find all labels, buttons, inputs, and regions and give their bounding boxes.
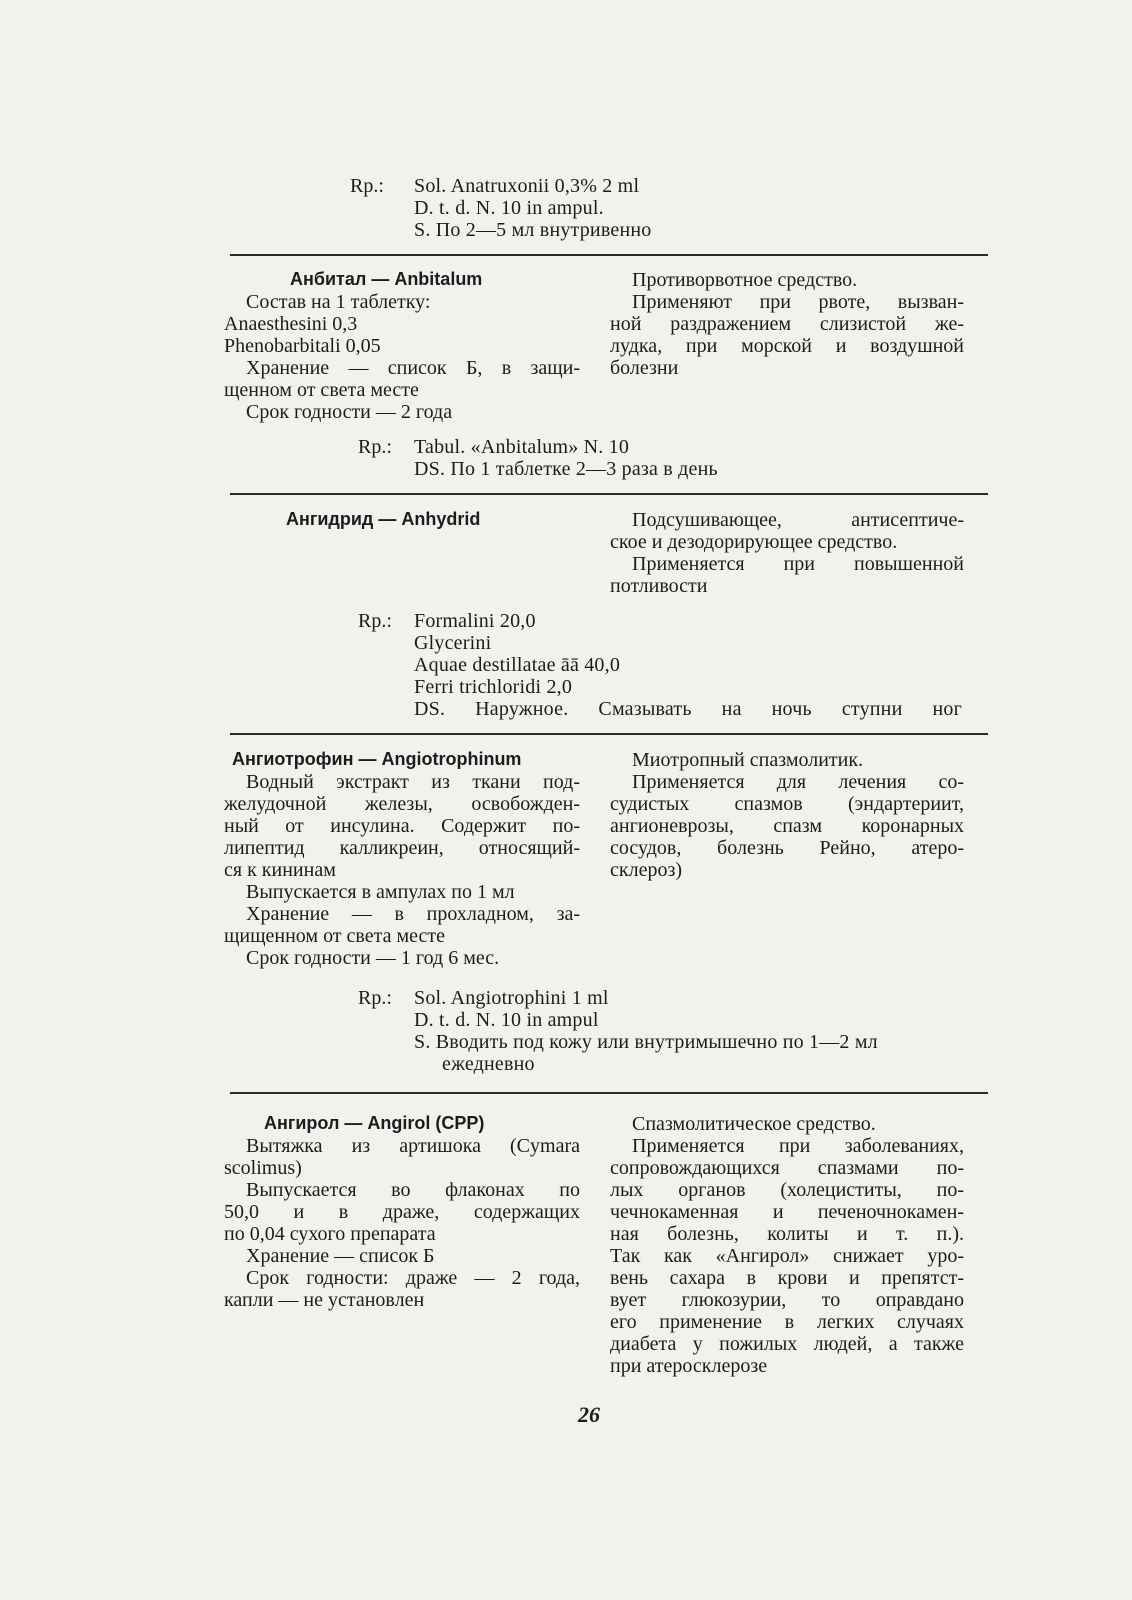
text-line: щенном от света месте — [224, 379, 419, 401]
text-line: Срок годности — 1 год 6 мес. — [246, 947, 500, 969]
text-line: лых органов (холециститы, по- — [610, 1179, 964, 1201]
page-number: 26 — [578, 1402, 600, 1427]
text-line: Срок годности — 2 года — [246, 401, 453, 423]
divider — [230, 733, 988, 735]
text-line: лудка, при морской и воздушной — [610, 335, 964, 357]
rp-line: Sol. Anatruxonii 0,3% 2 ml — [414, 175, 640, 197]
text-line: по 0,04 сухого препарата — [224, 1223, 436, 1245]
text-line: при атеросклерозе — [610, 1355, 768, 1377]
text-line: ной раздражением слизистой же- — [610, 313, 964, 335]
text-line: Применяется для лечения со- — [632, 771, 964, 793]
text-line: диабета у пожилых людей, а также — [610, 1333, 964, 1355]
text-line: ся к кининам — [224, 859, 336, 881]
text-line: чечнокаменная и печеночнокамен- — [610, 1201, 964, 1223]
text-line: scolimus) — [224, 1157, 302, 1179]
entry-right-column — [610, 509, 964, 597]
text-line: Хранение — список Б, в защи- — [246, 357, 580, 379]
rp-line: DS. По 1 таблетке 2—3 раза в день — [414, 458, 718, 480]
entry-title: Ангирол — Angirol (CPP) — [264, 1113, 485, 1133]
text-line: болезни — [610, 357, 679, 379]
text-line: Применяется при повышенной — [632, 553, 964, 575]
text-line: желудочной железы, освобожден- — [224, 793, 580, 815]
text-line: Подсушивающее, антисептиче- — [632, 509, 964, 531]
entry-title: Анбитал — Anbitalum — [290, 269, 483, 289]
entry-right-column — [610, 269, 964, 379]
text-line: потливости — [610, 575, 708, 597]
divider — [230, 1092, 988, 1094]
entry-left-column — [224, 1135, 580, 1311]
rp-line: S. Вводить под кожу или внутримышечно по 1—2 мл — [414, 1031, 878, 1053]
entry-title: Ангидрид — Anhydrid — [286, 509, 481, 529]
text-line: Хранение — в прохладном, за- — [246, 903, 580, 925]
text-line: щищенном от света месте — [224, 925, 446, 947]
rp-line: Sol. Angiotrophini 1 ml — [414, 987, 609, 1009]
text-line: ское и дезодорирующее средство. — [610, 531, 898, 553]
entry-title: Ангиотрофин — Angiotrophinum — [232, 749, 522, 769]
rp-line: Formalini 20,0 — [414, 610, 536, 632]
text-line: липептид калликреин, относящий- — [224, 837, 580, 859]
rp-line: S. По 2—5 мл внутривенно — [414, 219, 652, 241]
text-line: вует глюкозурии, то оправдано — [610, 1289, 964, 1311]
entry-left-column — [224, 771, 580, 969]
rp-line: D. t. d. N. 10 in ampul — [414, 1009, 599, 1031]
text-line: его применение в легких случаях — [610, 1311, 964, 1333]
text-line: Противорвотное средство. — [632, 269, 858, 291]
entry-right-column — [610, 749, 964, 881]
rp-line: Glycerini — [414, 632, 492, 654]
text-line: сопровождающихся спазмами по- — [610, 1157, 964, 1179]
text-line: ная болезнь, колиты и т. п.). — [610, 1223, 964, 1245]
divider — [230, 254, 988, 256]
text-line: Phenobarbitali 0,05 — [224, 335, 381, 357]
rp-label: Rp.: — [358, 436, 392, 458]
entry-right-column — [610, 1113, 964, 1377]
text-line: Применяют при рвоте, вызван- — [632, 291, 964, 313]
rp-line: DS. Наружное. Смазывать на ночь ступни ног — [414, 698, 962, 720]
text-line: Вытяжка из артишока (Cymara — [246, 1135, 580, 1157]
text-line: вень сахара в крови и препятст- — [610, 1267, 964, 1289]
text-line: Миотропный спазмолитик. — [632, 749, 864, 771]
text-line: склероз) — [610, 859, 683, 881]
rp-label: Rp.: — [350, 175, 384, 197]
text-line: Хранение — список Б — [246, 1245, 435, 1267]
text-line: Водный экстракт из ткани под- — [246, 771, 580, 793]
text-line: Состав на 1 таблетку: — [246, 291, 431, 313]
text-line: Срок годности: драже — 2 года, — [246, 1267, 580, 1289]
divider — [230, 493, 988, 495]
rp-label: Rp.: — [358, 987, 392, 1009]
rp-label: Rp.: — [358, 610, 392, 632]
text-line: Выпускается в ампулах по 1 мл — [246, 881, 515, 903]
rp-line: D. t. d. N. 10 in ampul. — [414, 197, 604, 219]
rp-line: ежедневно — [442, 1053, 535, 1075]
text-line: Спазмолитическое средство. — [632, 1113, 876, 1135]
text-line: ангионеврозы, спазм коронарных — [610, 815, 964, 837]
rp-line: Ferri trichloridi 2,0 — [414, 676, 573, 698]
entry-left-column — [224, 291, 580, 423]
text-line: Применяется при заболеваниях, — [632, 1135, 964, 1157]
text-line: 50,0 и в драже, содержащих — [224, 1201, 580, 1223]
rp-line: Tabul. «Anbitalum» N. 10 — [414, 436, 630, 458]
text-line: сосудов, болезнь Рейно, атеро- — [610, 837, 964, 859]
text-line: ный от инсулина. Содержит по- — [224, 815, 580, 837]
text-line: капли — не установлен — [224, 1289, 425, 1311]
text-line: Выпускается во флаконах по — [246, 1179, 580, 1201]
text-line: Anaesthesini 0,3 — [224, 313, 358, 335]
text-line: Так как «Ангирол» снижает уро- — [610, 1245, 964, 1267]
rp-line: Aquae destillatae āā 40,0 — [414, 654, 621, 676]
text-line: судистых спазмов (эндартериит, — [610, 793, 964, 815]
